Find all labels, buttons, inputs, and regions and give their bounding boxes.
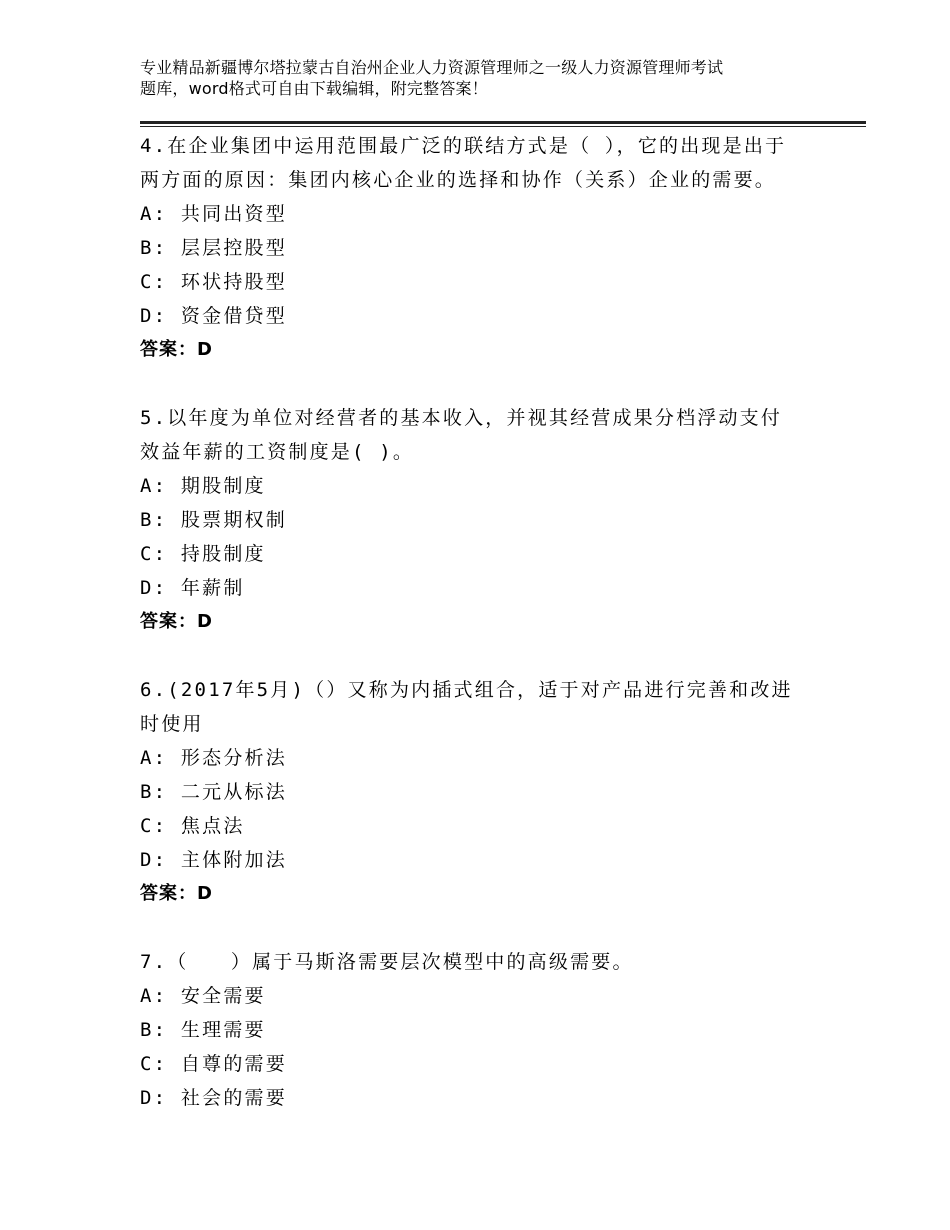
question-list xyxy=(140,129,860,1149)
option-a: A: 安全需要 xyxy=(140,985,266,1007)
option-b: B: 股票期权制 xyxy=(140,509,287,531)
option-d: D: 社会的需要 xyxy=(140,1087,287,1109)
option-b: B: 二元从标法 xyxy=(140,781,287,803)
header-line-2: 题库，word格式可自由下载编辑，附完整答案！ xyxy=(140,79,488,98)
option-a: A: 期股制度 xyxy=(140,475,266,497)
question-text-line: 5.以年度为单位对经营者的基本收入，并视其经营成果分档浮动支付 xyxy=(140,407,783,429)
option-c: C: 焦点法 xyxy=(140,815,245,837)
option-a: A: 共同出资型 xyxy=(140,203,287,225)
option-a: A: 形态分析法 xyxy=(140,747,287,769)
option-d: D: 年薪制 xyxy=(140,577,245,599)
answer-line: 答案：D xyxy=(140,339,213,360)
question-text-line: 7.（ ）属于马斯洛需要层次模型中的高级需要。 xyxy=(140,951,634,973)
header-divider-thin xyxy=(140,126,866,127)
answer-line: 答案：D xyxy=(140,611,213,632)
document-header xyxy=(140,57,840,99)
question-7 xyxy=(140,945,860,1115)
option-b: B: 生理需要 xyxy=(140,1019,266,1041)
header-line-1: 专业精品新疆博尔塔拉蒙古自治州企业人力资源管理师之一级人力资源管理师考试 xyxy=(140,58,724,77)
question-4 xyxy=(140,129,860,367)
question-text-line: 两方面的原因：集团内核心企业的选择和协作（关系）企业的需要。 xyxy=(140,169,777,191)
option-c: C: 环状持股型 xyxy=(140,271,287,293)
option-b: B: 层层控股型 xyxy=(140,237,287,259)
question-5 xyxy=(140,401,860,639)
question-6 xyxy=(140,673,860,911)
header-divider-thick xyxy=(140,121,866,124)
question-text-line: 4.在企业集团中运用范围最广泛的联结方式是（ ），它的出现是出于 xyxy=(140,135,787,157)
option-d: D: 主体附加法 xyxy=(140,849,287,871)
option-d: D: 资金借贷型 xyxy=(140,305,287,327)
option-c: C: 持股制度 xyxy=(140,543,266,565)
question-text-line: 时使用 xyxy=(140,713,204,735)
option-c: C: 自尊的需要 xyxy=(140,1053,287,1075)
question-text-line: 6.(2017年5月)（）又称为内插式组合，适于对产品进行完善和改进 xyxy=(140,679,793,701)
answer-line: 答案：D xyxy=(140,883,213,904)
question-text-line: 效益年薪的工资制度是( )。 xyxy=(140,441,415,463)
